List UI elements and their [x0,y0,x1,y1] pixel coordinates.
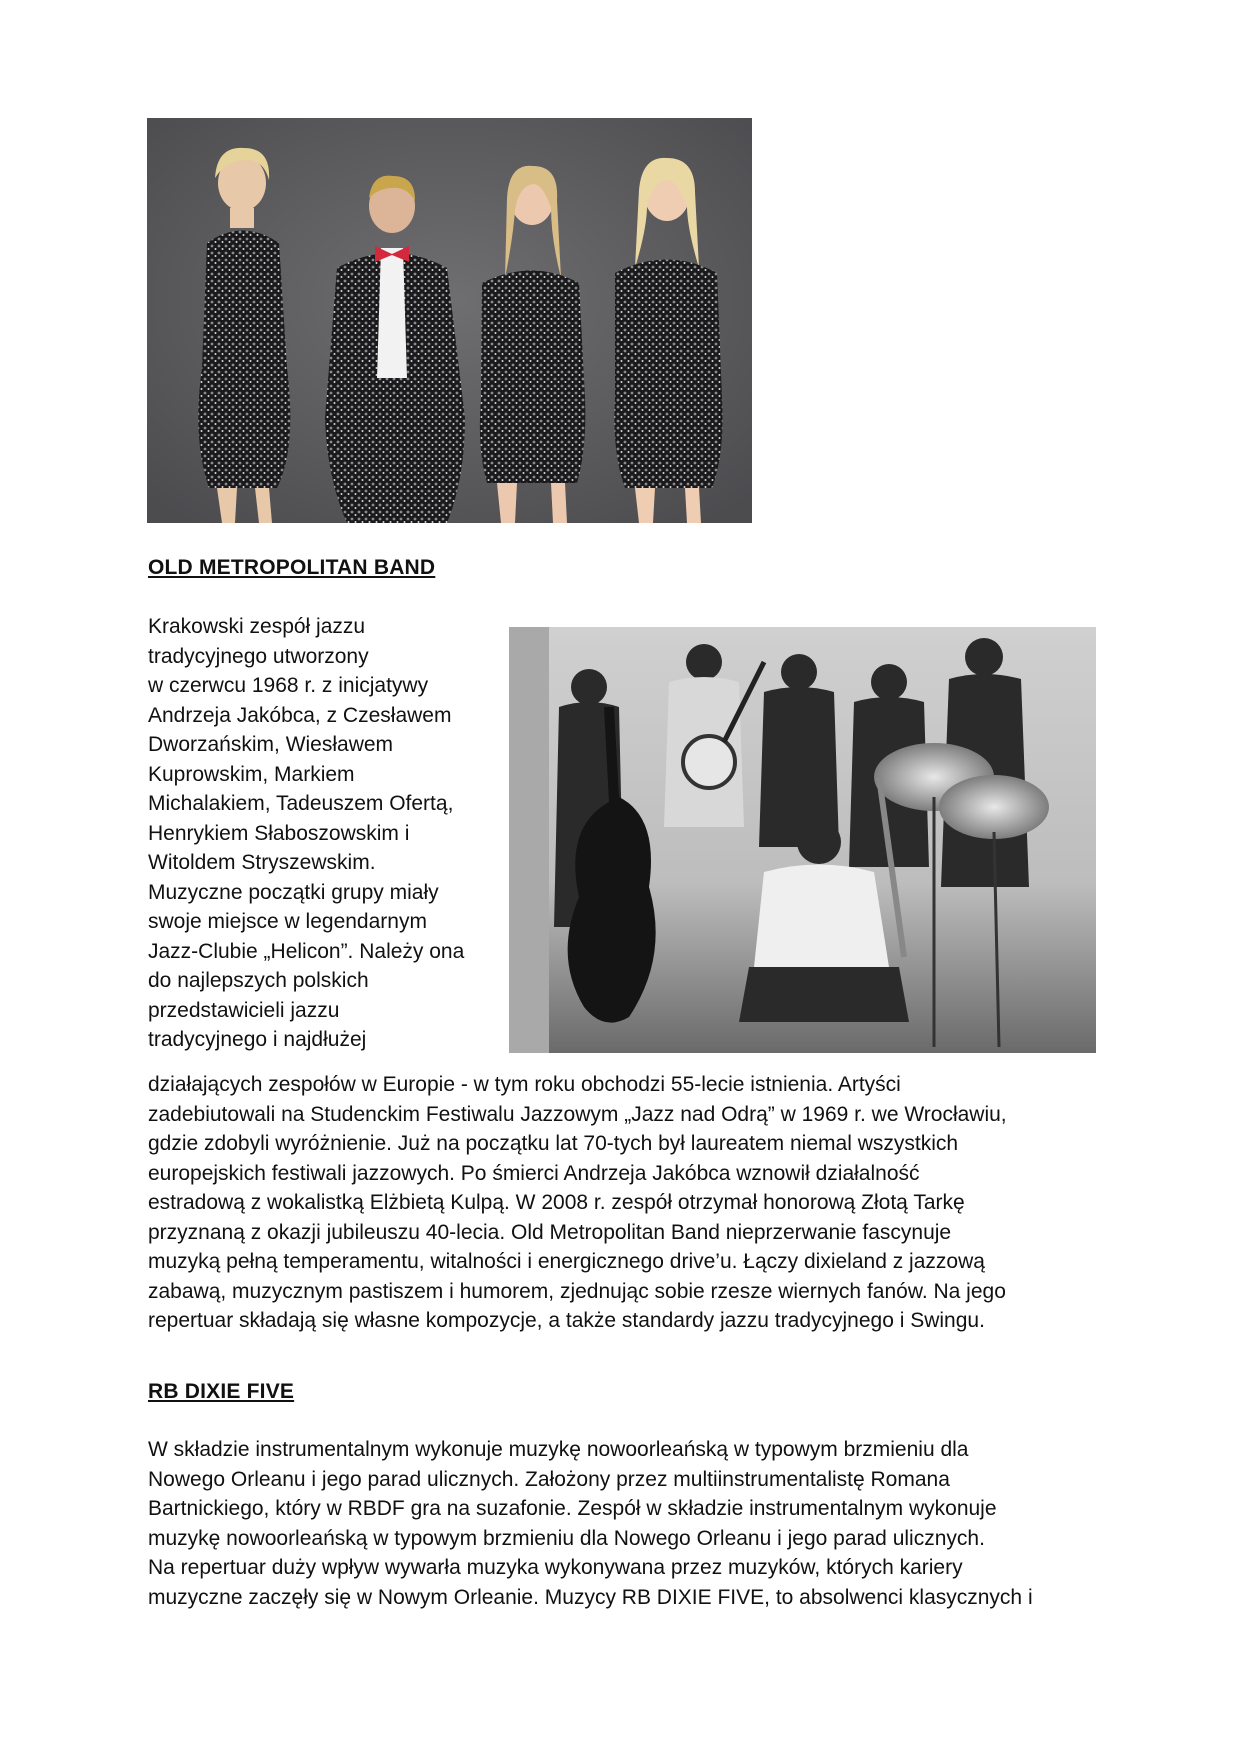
text-line: zadebiutowali na Studenckim Festiwalu Jazzowym „Jazz nad Odrą” w 1969 r. we Wrocławiu, [148,1102,1007,1126]
section2-body-text [148,1435,1088,1612]
text-line: Bartnickiego, który w RBDF gra na suzafonie. Zespół w składzie instrumentalnym wykonuje [148,1497,997,1520]
text-line: Dworzańskim, Wiesławem [148,733,394,756]
quartet-photo [147,118,752,523]
text-line: muzykę nowoorleańską w typowym brzmieniu dla Nowego Orleanu i jego parad ulicznych. [148,1526,985,1550]
text-line: działających zespołów w Europie - w tym roku obchodzi 55-lecie istnienia. Artyści [148,1073,901,1096]
section1-body-text [148,1070,1088,1336]
text-line: swoje miejsce w legendarnym [148,910,427,933]
text-line: gdzie zdobyli wyróżnienie. Już na początku lat 70-tych był laureatem niemal wszystkich [148,1132,959,1155]
text-line: Michalakiem, Tadeuszem Ofertą, [148,792,454,815]
text-line: w czerwcu 1968 r. z inicjatywy [148,674,429,697]
text-line: Kuprowskim, Markiem [148,762,355,786]
section1-intro-text [148,612,493,1055]
text-line: zabawą, muzycznym pastiszem i humorem, zjednując sobie rzesze wiernych fanów. Na jego [148,1279,1006,1303]
text-line: europejskich festiwali jazzowych. Po śmierci Andrzeja Jakóbca wznowił działalność [148,1161,920,1185]
text-line: do najlepszych polskich [148,969,369,992]
section-title-old-metropolitan-band: OLD METROPOLITAN BAND [148,556,436,579]
text-line: muzyczne zaczęły się w Nowym Orleanie. Muzycy RB DIXIE FIVE, to absolwenci klasycznych i [148,1585,1033,1609]
text-line: W składzie instrumentalnym wykonuje muzykę nowoorleańską w typowym brzmieniu dla [148,1438,969,1461]
band-photo [509,627,1096,1053]
text-line: Henrykiem Słaboszowskim i [148,821,410,845]
text-line: Krakowski zespół jazzu [148,615,366,638]
text-line: Jazz-Clubie „Helicon”. Należy ona [148,939,465,963]
text-line: repertuar składają się własne kompozycje, a także standardy jazzu tradycyjnego i Swingu. [148,1309,985,1332]
text-line: Muzyczne początki grupy miały [148,880,439,904]
text-line: przedstawicieli jazzu [148,998,340,1022]
text-line: muzyką pełną temperamentu, witalności i energicznego drive’u. Łączy dixieland z jazzową [148,1250,985,1273]
section-title-rb-dixie-five: RB DIXIE FIVE [148,1380,295,1403]
text-line: Andrzeja Jakóbca, z Czesławem [148,703,452,727]
text-line: tradycyjnego i najdłużej [148,1028,367,1051]
text-line: estradową z wokalistką Elżbietą Kulpą. W 2008 r. zespół otrzymał honorową Złotą Tarkę [148,1191,965,1214]
text-line: tradycyjnego utworzony [148,644,369,668]
text-line: przyznaną z okazji jubileuszu 40-lecia. Old Metropolitan Band nieprzerwanie fascynuje [148,1220,952,1244]
text-line: Witoldem Stryszewskim. [148,851,376,874]
text-line: Nowego Orleanu i jego parad ulicznych. Założony przez multiinstrumentalistę Romana [148,1467,950,1491]
text-line: Na repertuar duży wpływ wywarła muzyka wykonywana przez muzyków, których kariery [148,1556,963,1579]
